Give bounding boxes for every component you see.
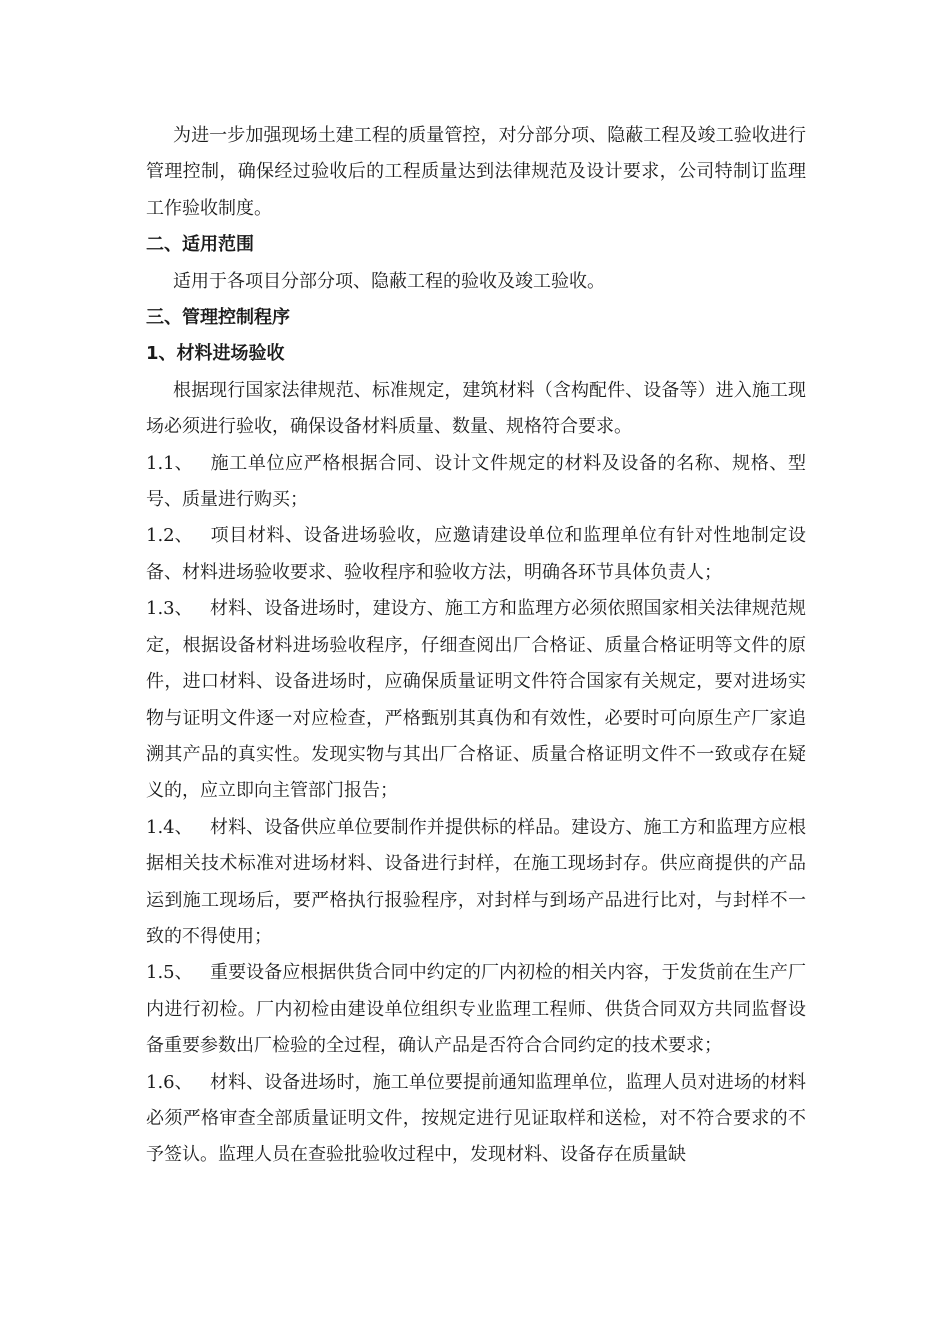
item-number: 1.1、: [146, 452, 193, 474]
intro-paragraph: 为进一步加强现场土建工程的质量管控，对分部分项、隐蔽工程及竣工验收进行管理控制，确保经过验收后的工程质量达到法律规范及设计要求，公司特制订监理工作验收制度。: [146, 125, 806, 219]
list-item: [146, 446, 806, 519]
list-item: [146, 1065, 806, 1174]
list-item: [146, 518, 806, 591]
item-text: 项目材料、设备进场验收，应邀请建设单位和监理单位有针对性地制定设备、材料进场验收要求、验收程序和验收方法，明确各环节具体负责人；: [146, 525, 806, 583]
item-text: 施工单位应严格根据合同、设计文件规定的材料及设备的名称、规格、型号、质量进行购买；: [146, 452, 806, 511]
section-heading-procedure: 三、管理控制程序: [146, 307, 290, 329]
section-heading-scope: 二、适用范围: [146, 234, 254, 256]
item-text: 材料、设备进场时，施工单位要提前通知监理单位，监理人员对进场的材料必须严格审查全部质量证明文件，按规定进行见证取样和送检，对不符合要求的不予签认。监理人员在查验批验收过程中，发现材料、设备存在质量缺: [146, 1071, 806, 1166]
subsection-heading-material-acceptance: 1、材料进场验收: [146, 343, 285, 365]
item-text: 重要设备应根据供货合同中约定的厂内初检的相关内容，于发货前在生产厂内进行初检。厂内初检由建设单位组织专业监理工程师、供货合同双方共同监督设备重要参数出厂检验的全过程，确认产品是否符合合同约定的技术要求；: [146, 962, 806, 1057]
list-item: [146, 591, 806, 809]
item-number: 1.4、: [146, 816, 193, 838]
document-page: [146, 118, 806, 1174]
item-text: 材料、设备供应单位要制作并提供标的样品。建设方、施工方和监理方应根据相关技术标准对进场材料、设备进行封样，在施工现场封存。供应商提供的产品运到施工现场后，要严格执行报验程序，对封样与到场产品进行比对，与封样不一致的不得使用；: [146, 816, 806, 947]
material-acceptance-paragraph: 根据现行国家法律规范、标准规定，建筑材料（含构配件、设备等）进入施工现场必须进行验收，确保设备材料质量、数量、规格符合要求。: [146, 379, 806, 438]
list-item: [146, 810, 806, 956]
item-number: 1.6、: [146, 1071, 193, 1093]
list-item: [146, 955, 806, 1064]
item-number: 1.3、: [146, 598, 193, 620]
item-number: 1.2、: [146, 525, 193, 547]
item-text: 材料、设备进场时，建设方、施工方和监理方必须依照国家相关法律规范规定，根据设备材料进场验收程序，仔细查阅出厂合格证、质量合格证明等文件的原件，进口材料、设备进场时，应确保质量证明文件符合国家有关规定，要对进场实物与证明文件逐一对应检查，严格甄别其真伪和有效性，必要时可向原生产厂家追溯其产品的真实性。发现实物与其出厂合格证、质量合格证明文件不一致或存在疑义的，应立即向主管部门报告；: [146, 598, 806, 802]
item-number: 1.5、: [146, 962, 193, 984]
scope-paragraph: 适用于各项目分部分项、隐蔽工程的验收及竣工验收。: [173, 270, 605, 292]
